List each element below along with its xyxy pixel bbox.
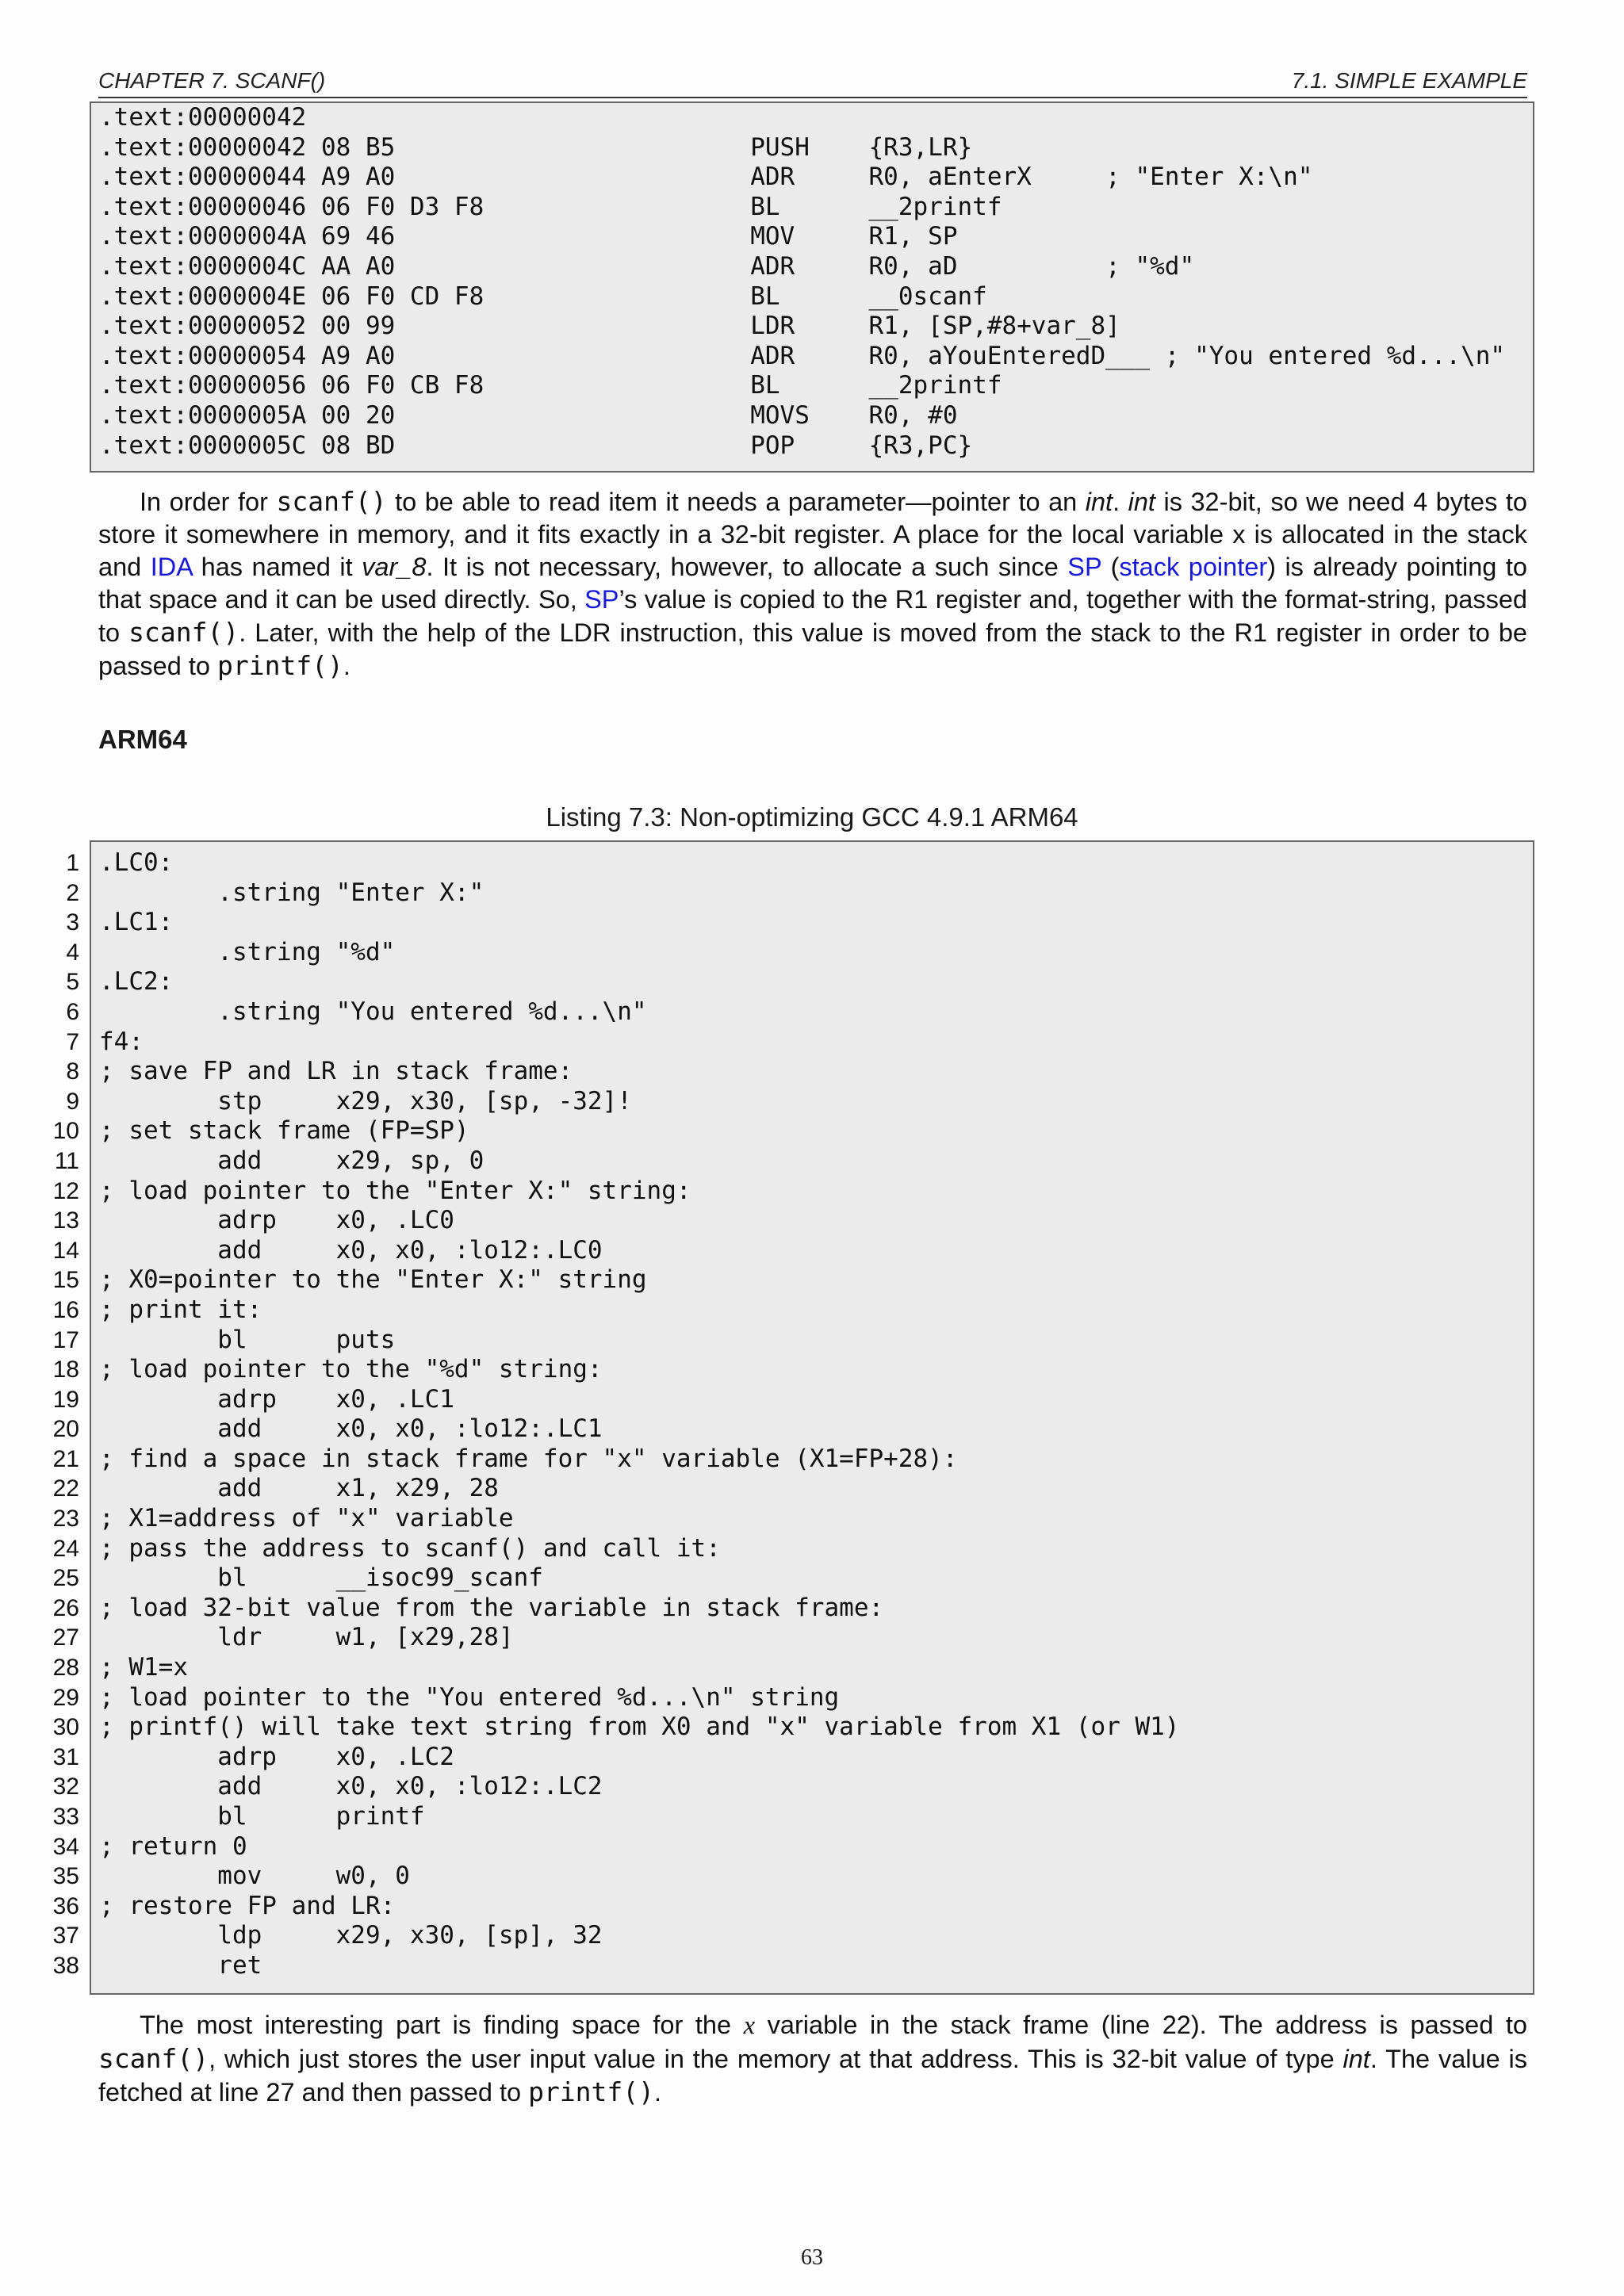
code-line: bl puts [99,1325,396,1354]
link-stack-pointer[interactable]: stack pointer [1119,553,1268,581]
code-line: .text:0000005C 08 BD POP {R3,PC} [99,430,973,460]
code-printf: printf() [528,2076,655,2107]
listing-caption: Listing 7.3: Non-optimizing GCC 4.9.1 ARM64 [546,802,1078,832]
code-line: ; return 0 [99,1831,247,1861]
code-printf: printf() [216,650,343,681]
listing-thumb-code [90,101,1534,473]
code-line: ldp x29, x30, [sp], 32 [99,1921,603,1950]
italic-x: x [743,2011,756,2040]
code-line: ; restore FP and LR: [99,1891,396,1920]
text: The most interesting part is finding space for the [140,2011,744,2039]
paragraph-arm64-explanation [98,2009,1527,2109]
section-heading: ARM64 [98,725,187,754]
line-number: 6 [66,998,79,1025]
line-number: 29 [52,1684,79,1711]
line-number: 19 [52,1386,79,1413]
code-line: ; pass the address to scanf() and call it: [99,1533,721,1563]
code-line: .text:00000056 06 F0 CB F8 BL __2printf [99,371,1002,400]
code-line: f4: [99,1027,144,1056]
line-number: 30 [52,1714,79,1741]
code-scanf: scanf() [98,2043,209,2074]
line-number: 1 [66,850,79,876]
text: . [343,652,350,680]
code-line: .text:0000004C AA A0 ADR R0, aD ; "%d" [99,251,1195,281]
line-number: 4 [66,939,79,966]
text: In order for [140,488,277,516]
line-number: 38 [52,1952,79,1979]
line-numbers [32,848,79,1981]
text: . Later, with the help of the LDR instruction, this value is moved from the stack to the R1 register in order to be passed to [98,618,1527,680]
italic-int: int [1128,488,1155,516]
code-scanf: scanf() [276,486,387,517]
text: . It is not necessary, however, to allocate a such since [426,553,1068,581]
line-number: 23 [52,1506,79,1533]
listing-arm64-code [90,840,1534,1995]
line-number: 22 [52,1475,79,1502]
line-number: 25 [52,1565,79,1592]
line-number: 21 [52,1445,79,1472]
code-line: ; set stack frame (FP=SP) [99,1116,469,1146]
code-line: add x29, sp, 0 [99,1146,485,1175]
code-line: ; load pointer to the "Enter X:" string: [99,1176,691,1205]
page-header [98,68,1527,98]
code-line: add x0, x0, :lo12:.LC2 [99,1772,603,1801]
code-line: ; load pointer to the "%d" string: [99,1355,603,1384]
code-line: ldr w1, [x29,28] [99,1623,514,1652]
code-line: ; load 32-bit value from the variable in stack frame: [99,1593,884,1622]
line-number: 31 [52,1743,79,1770]
code-line: .text:00000044 A9 A0 ADR R0, aEnterX ; "Enter X:\n" [99,163,1313,192]
code-line: ; save FP and LR in stack frame: [99,1057,573,1086]
line-number: 11 [54,1147,79,1174]
code-line: ret [99,1950,262,1980]
code-line: add x0, x0, :lo12:.LC0 [99,1235,603,1265]
text: ( [1101,553,1120,581]
code-line: ; X1=address of "x" variable [99,1504,514,1533]
code-line: adrp x0, .LC2 [99,1742,454,1771]
paragraph-scanf-explanation [98,485,1527,683]
code-line: .string "You entered %d...\n" [99,997,647,1026]
section-title: 7.1. SIMPLE EXAMPLE [1291,68,1527,93]
text: . [654,2078,662,2107]
line-number: 15 [52,1267,79,1294]
code-line: .LC2: [99,967,174,997]
code-line: ; print it: [99,1295,262,1324]
text: to be able to read item it needs a parameter—pointer to an [386,488,1086,516]
code-line: .string "Enter X:" [99,878,485,907]
code-line: .LC0: [99,848,174,877]
italic-int: int [1085,488,1113,516]
line-number: 10 [52,1118,79,1145]
text: . The value is fetched at line 27 and then passed to [98,2045,1527,2107]
line-number: 12 [52,1177,79,1204]
line-number: 36 [52,1892,79,1919]
code-line: ; W1=x [99,1653,188,1682]
line-number: 7 [66,1028,79,1055]
line-number: 2 [66,879,79,906]
code-line: bl __isoc99_scanf [99,1563,543,1593]
line-number: 3 [66,909,79,936]
line-number: 24 [52,1535,79,1562]
italic-var8: var_8 [362,553,427,581]
code-line: .text:0000005A 00 20 MOVS R0, #0 [99,400,958,430]
line-number: 13 [52,1207,79,1234]
code-line: ; find a space in stack frame for "x" variable (X1=FP+28): [99,1444,958,1473]
line-number: 9 [66,1088,79,1115]
link-sp[interactable]: SP [1067,553,1102,581]
line-number: 28 [52,1655,79,1682]
text: ) is already pointing to that space and it can be used directly. So, [98,553,1527,614]
link-sp[interactable]: SP [584,585,619,614]
line-number: 37 [52,1923,79,1950]
code-line: ; X0=pointer to the "Enter X:" string [99,1265,647,1295]
text: . [1113,488,1128,516]
code-line: add x1, x29, 28 [99,1474,499,1503]
line-number: 35 [52,1863,79,1890]
code-scanf: scanf() [128,617,239,648]
code-line: .text:00000054 A9 A0 ADR R0, aYouEnteredD___ ; "You entered %d...\n" [99,341,1506,370]
line-number: 8 [66,1058,79,1085]
line-number: 18 [52,1357,79,1383]
italic-int: int [1342,2045,1370,2073]
link-ida[interactable]: IDA [150,553,193,581]
line-number: 26 [52,1594,79,1621]
text: ’s value is copied to the R1 register and, together with the format-string, passed to [98,585,1528,647]
line-number: 17 [52,1326,79,1353]
line-number: 5 [66,969,79,996]
line-number: 33 [52,1804,79,1830]
text: has named it [192,553,362,581]
code-line: .text:0000004E 06 F0 CD F8 BL __0scanf [99,281,987,311]
code-line: .text:00000042 [99,103,307,132]
code-block [91,103,1533,461]
code-line: mov w0, 0 [99,1862,410,1891]
chapter-title: CHAPTER 7. SCANF() [98,68,326,93]
code-line: adrp x0, .LC1 [99,1384,454,1414]
code-line: bl printf [99,1802,425,1831]
code-line: .text:00000042 08 B5 PUSH {R3,LR} [99,132,973,162]
code-line: adrp x0, .LC0 [99,1206,454,1235]
line-number: 16 [52,1296,79,1323]
code-line: add x0, x0, :lo12:.LC1 [99,1414,603,1444]
line-number: 27 [52,1624,79,1651]
code-line: ; printf() will take text string from X0 and "x" variable from X1 (or W1) [99,1712,1180,1742]
code-block [91,842,1533,1981]
code-line: stp x29, x30, [sp, -32]! [99,1086,632,1115]
text: variable in the stack frame (line 22). The address is passed to [755,2011,1527,2039]
code-line: .LC1: [99,908,174,937]
code-line: .text:00000052 00 99 LDR R1, [SP,#8+var_8] [99,312,1120,341]
code-line: ; load pointer to the "You entered %d...\n" string [99,1682,840,1712]
page-number: 63 [801,2245,823,2270]
line-number: 34 [52,1833,79,1860]
line-number: 32 [52,1774,79,1800]
text: is 32-bit, so we need 4 bytes to store it somewhere in memory, and it fits exactly in a 32-bit register. A place for the local variable x is allocated in the stack and [98,488,1527,581]
code-line: .text:00000046 06 F0 D3 F8 BL __2printf [99,192,1002,221]
line-number: 14 [52,1237,79,1264]
text: , which just stores the user input value in the memory at that address. This is 32-bit value of type [209,2045,1343,2073]
code-line: .text:0000004A 69 46 MOV R1, SP [99,222,958,251]
line-number: 20 [52,1416,79,1443]
code-line: .string "%d" [99,937,396,966]
